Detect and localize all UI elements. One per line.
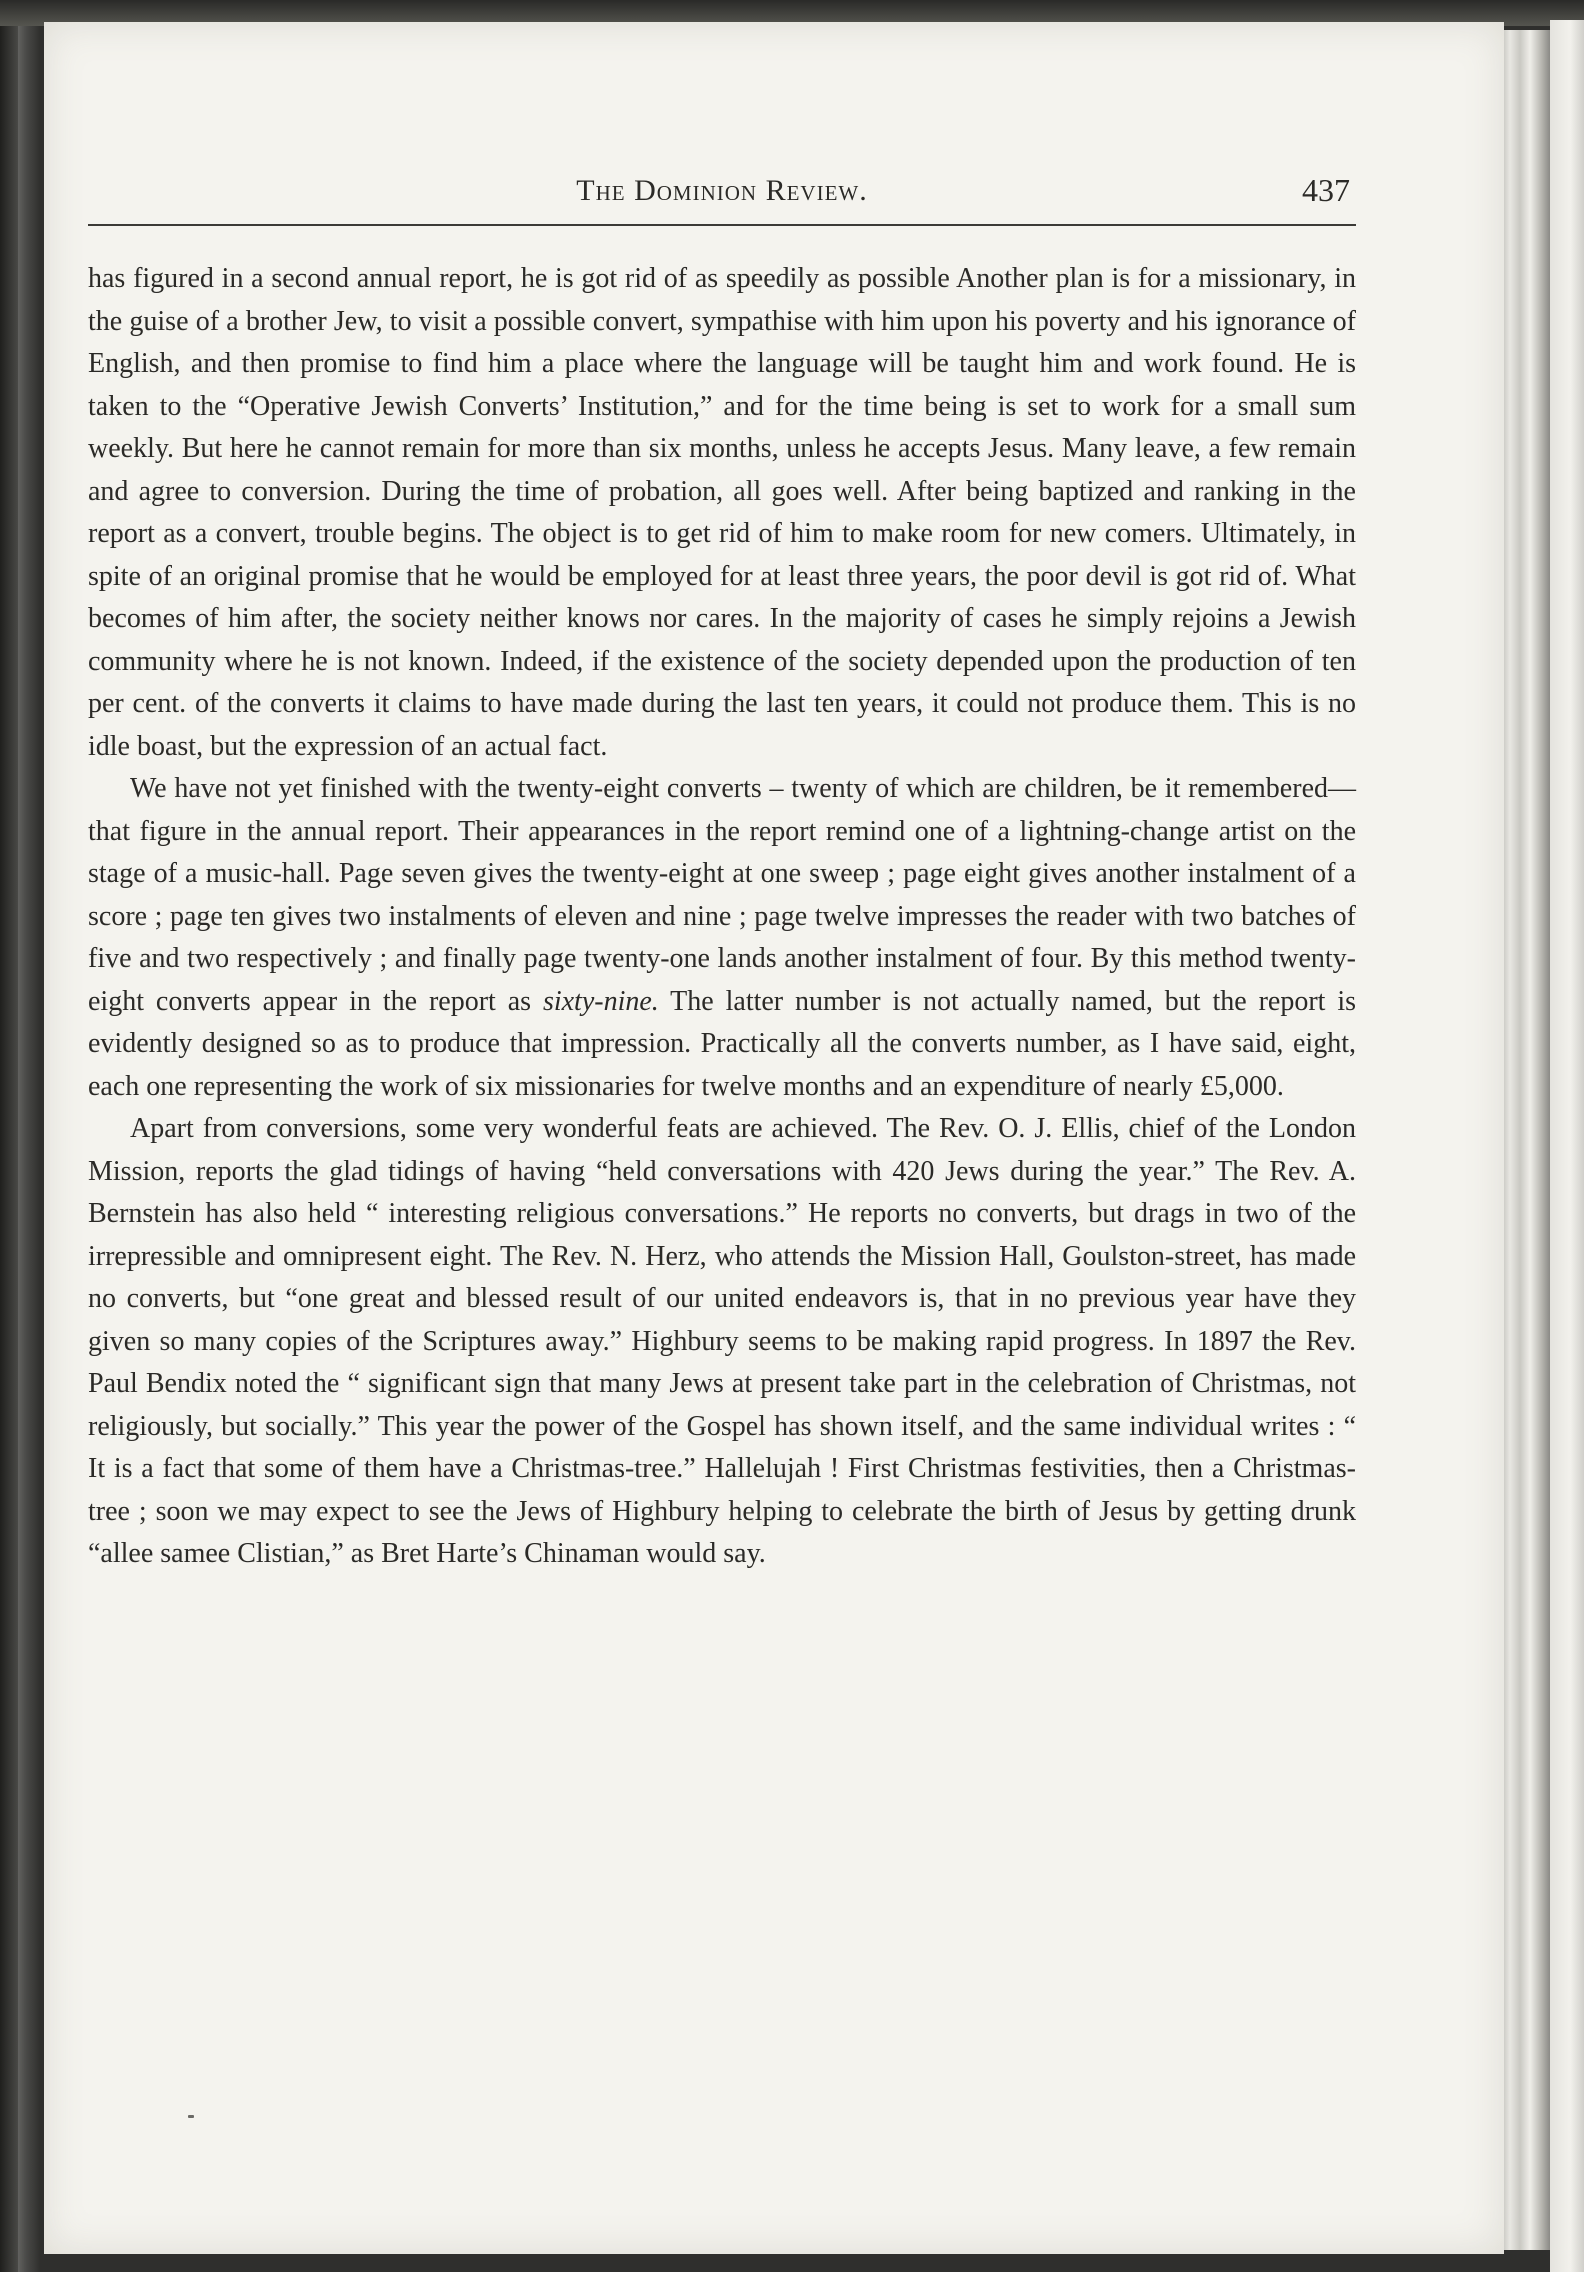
page-stack-edge [1500,30,1550,2250]
paragraph-2-italic: sixty-nine. [542,985,659,1017]
paragraph-2 [88,768,1356,1108]
binding-shadow [0,0,18,2272]
page-number: 437 [1302,172,1350,208]
paragraph-3: Apart from conversions, some very wonderful feats are achieved. The Rev. O. J. Ellis, chief of the London Mission, reports the glad tidings of having “held conversations with 420 Jews during the year.” The Rev. A. Bernstein has also held “ interesting religious conversations.” He reports no converts, but drags in two of the irrepressible and omnipresent eight. The Rev. N. Herz, who attends the Mission Hall, Goulston-street, has made no converts, but “one great and blessed result of our united endeavors is, that in no previous year have they given so many copies of the Scriptures away.” Highbury seems to be making rapid progress. In 1897 the Rev. Paul Bendix noted the “ significant sign that many Jews at present take part in the celebration of Christmas, not religiously, but socially.” This year the power of the Gospel has shown itself, and the same individual writes : “ It is a fact that some of them have a Christmas-tree.” Hallelujah ! First Christmas festivities, then a Christmas-tree ; soon we may expect to see the Jews of Highbury helping to celebrate the birth of Jesus by getting drunk “allee samee Clistian,” as Bret Harte’s Chinaman would say. [88,1113,1356,1569]
paragraph-1: has figured in a second annual report, he is got rid of as speedily as possible Another plan is for a missionary, in the guise of a brother Jew, to visit a possible convert, sympathise with him upon his poverty and his ignorance of English, and then promise to find him a place where the language will be taught him and work found. He is taken to the “Operative Jewish Converts’ Institution,” and for the time being is set to work for a small sum weekly. But here he cannot remain for more than six months, unless he accepts Jesus. Many leave, a few remain and agree to conversion. During the time of probation, all goes well. After being baptized and ranking in the report as a convert, trouble begins. The object is to get rid of him to make room for new comers. Ultimately, in spite of an original promise that he would be employed for at least three years, the poor devil is got rid of. What becomes of him after, the society neither knows nor cares. In the majority of cases he simply rejoins a Jewish community where he is not known. Indeed, if the existence of the society depended upon the production of ten per cent. of the converts it claims to have made during the last ten years, it could not produce them. This is no idle boast, but the expression of an actual fact. [88,263,1356,762]
running-head [88,168,1356,226]
adjacent-page-edge [1550,20,1584,2272]
ink-speck [188,2115,194,2118]
journal-title: The Dominion Review. [576,174,868,207]
body-text [88,258,1356,1576]
paragraph-2-main: We have not yet finished with the twenty-eight converts – twenty of which are children, be it remembered—that figure in the annual report. Their appearances in the report remind one of a lightning-change artist on the stage of a music-hall. Page seven gives the twenty-eight at one sweep ; page eight gives another instalment of a score ; page ten gives two instalments of eleven and nine ; page twelve impresses the reader with two batches of five and two respectively ; and finally page twenty-one lands another instalment of four. By this method twenty-eight converts appear in the report as [88,773,1356,1017]
paragraph-2-rest: The latter number is not actually named, but the report is evidently designed so as to produce that impression. Practically all the converts number, as I have said, eight, each one representing the work of six missionaries for twelve months and an expenditure of nearly £5,000. [88,985,1356,1102]
